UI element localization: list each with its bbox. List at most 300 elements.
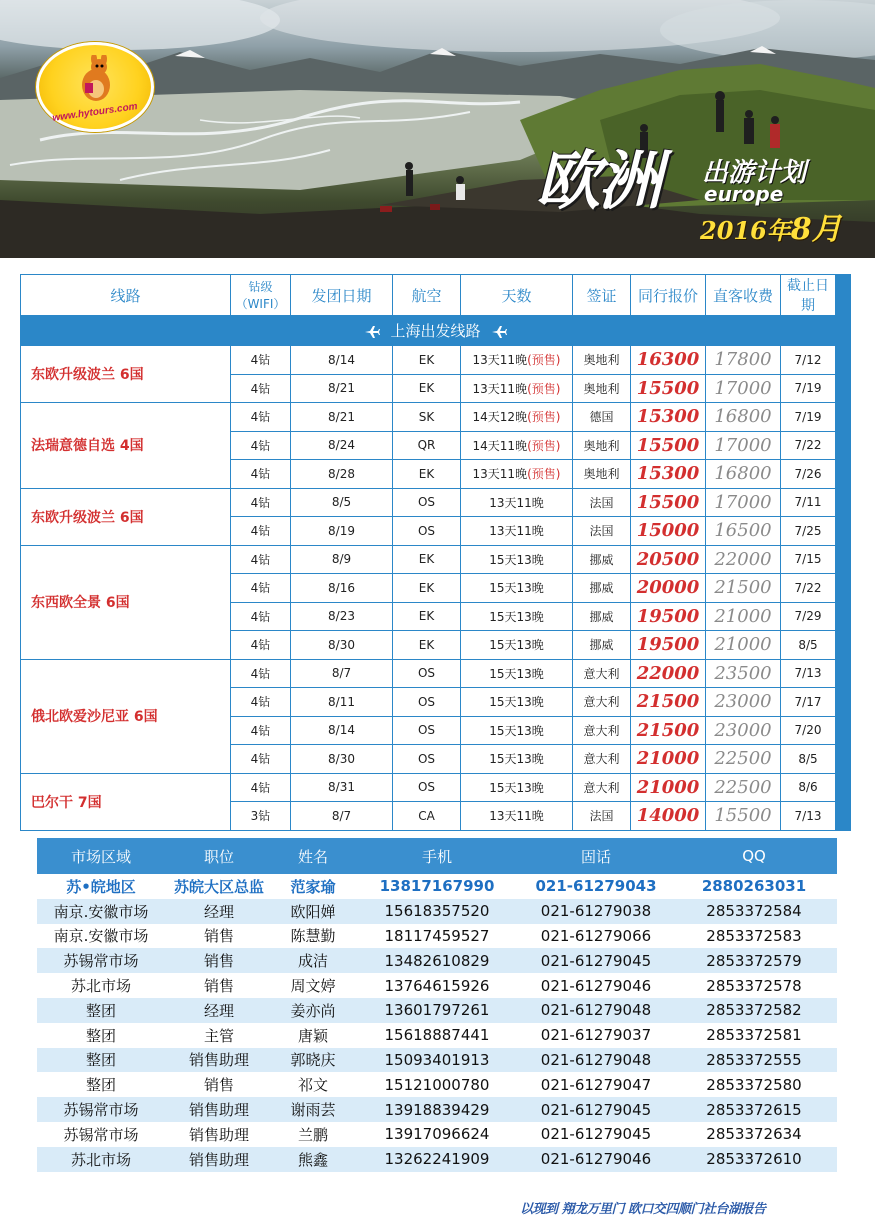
visa-cell: 奥地利 — [573, 346, 631, 375]
route-name[interactable]: 东欧升级波兰 6国 — [21, 488, 231, 545]
name-cell: 唐颖 — [273, 1023, 353, 1048]
retail-cell: 16800 — [706, 403, 781, 432]
retail-cell: 17000 — [706, 431, 781, 460]
deadline-cell: 7/11 — [781, 488, 836, 517]
days-value: 15天13晚 — [489, 609, 544, 624]
days-value: 15天13晚 — [489, 723, 544, 738]
days-value: 13天11晚 — [472, 381, 528, 396]
visa-cell: 德国 — [573, 403, 631, 432]
date-cell: 8/31 — [291, 773, 393, 802]
table-edge — [836, 802, 851, 831]
retail-cell: 22500 — [706, 745, 781, 774]
presale-tag: (预售) — [527, 467, 561, 482]
col-header-price: 同行报价 — [631, 275, 706, 316]
table-edge — [836, 346, 851, 375]
col-header-qq: QQ — [671, 838, 837, 874]
name-cell: 兰鹏 — [273, 1122, 353, 1147]
footer-text: 以现到 翔龙万里门 欧口交四顺门社台湖报告 — [520, 1202, 766, 1217]
visa-cell: 法国 — [573, 802, 631, 831]
price-cell: 19500 — [631, 602, 706, 631]
title-cell: 经理 — [165, 899, 273, 924]
phone-cell[interactable]: 021-61279066 — [521, 924, 671, 949]
phone-cell[interactable]: 021-61279045 — [521, 1122, 671, 1147]
date-cell: 8/21 — [291, 374, 393, 403]
region-cell: 南京.安徽市场 — [37, 899, 165, 924]
col-header-region: 市场区域 — [37, 838, 165, 874]
title-cell: 经理 — [165, 998, 273, 1023]
phone-cell[interactable]: 021-61279043 — [521, 874, 671, 899]
level-cell: 4钻 — [231, 517, 291, 546]
col-header-retail: 直客收费 — [706, 275, 781, 316]
contact-row — [37, 1122, 837, 1147]
retail-cell: 17800 — [706, 346, 781, 375]
days-cell — [461, 403, 573, 432]
visa-cell: 意大利 — [573, 659, 631, 688]
airline-cell: EK — [393, 602, 461, 631]
region-cell: 苏锡常市场 — [37, 1097, 165, 1122]
deadline-cell: 7/13 — [781, 659, 836, 688]
contact-row-lead — [37, 874, 837, 899]
route-row — [21, 403, 851, 432]
price-cell: 21500 — [631, 716, 706, 745]
days-value: 14天12晚 — [472, 410, 528, 425]
deadline-cell: 7/22 — [781, 431, 836, 460]
price-cell: 15500 — [631, 374, 706, 403]
name-cell: 陈慧勤 — [273, 924, 353, 949]
price-cell: 19500 — [631, 631, 706, 660]
retail-cell: 17000 — [706, 488, 781, 517]
plane-icon — [491, 325, 507, 339]
retail-cell: 16500 — [706, 517, 781, 546]
region-cell: 苏北市场 — [37, 1147, 165, 1172]
phone-cell[interactable]: 021-61279048 — [521, 998, 671, 1023]
contact-row — [37, 1023, 837, 1048]
days-cell — [461, 659, 573, 688]
days-value: 15天13晚 — [489, 780, 544, 795]
price-cell: 21500 — [631, 688, 706, 717]
table-edge — [836, 275, 851, 316]
deadline-cell: 7/19 — [781, 403, 836, 432]
date-cell: 8/16 — [291, 574, 393, 603]
route-name[interactable]: 东西欧全景 6国 — [21, 545, 231, 659]
deadline-cell: 8/5 — [781, 631, 836, 660]
days-value: 13天11晚 — [472, 353, 528, 368]
contact-row — [37, 899, 837, 924]
airline-cell: OS — [393, 688, 461, 717]
mobile-cell[interactable]: 15093401913 — [353, 1048, 521, 1073]
days-cell — [461, 631, 573, 660]
airline-cell: OS — [393, 659, 461, 688]
contact-row — [37, 1072, 837, 1097]
contact-row — [37, 973, 837, 998]
date-cell: 8/28 — [291, 460, 393, 489]
level-cell: 4钻 — [231, 346, 291, 375]
retail-cell: 21000 — [706, 631, 781, 660]
region-cell: 南京.安徽市场 — [37, 924, 165, 949]
mobile-cell[interactable]: 13764615926 — [353, 973, 521, 998]
deadline-cell: 8/6 — [781, 773, 836, 802]
price-cell: 15300 — [631, 460, 706, 489]
visa-cell: 挪威 — [573, 574, 631, 603]
logo-url: www.hytours.com — [51, 101, 139, 124]
mobile-cell[interactable]: 15618357520 — [353, 899, 521, 924]
route-row — [21, 773, 851, 802]
level-cell: 4钻 — [231, 716, 291, 745]
visa-cell: 奥地利 — [573, 374, 631, 403]
days-cell — [461, 545, 573, 574]
visa-cell: 意大利 — [573, 716, 631, 745]
airline-cell: CA — [393, 802, 461, 831]
visa-cell: 法国 — [573, 488, 631, 517]
retail-cell: 15500 — [706, 802, 781, 831]
airline-cell: OS — [393, 745, 461, 774]
price-cell: 21000 — [631, 773, 706, 802]
title-cell: 销售助理 — [165, 1048, 273, 1073]
visa-cell: 意大利 — [573, 773, 631, 802]
deadline-cell: 7/17 — [781, 688, 836, 717]
level-cell: 4钻 — [231, 745, 291, 774]
deadline-cell: 8/5 — [781, 745, 836, 774]
contact-row — [37, 1048, 837, 1073]
table-edge — [836, 574, 851, 603]
airline-cell: EK — [393, 460, 461, 489]
route-name[interactable]: 东欧升级波兰 6国 — [21, 346, 231, 403]
deadline-cell: 7/26 — [781, 460, 836, 489]
deadline-cell: 7/19 — [781, 374, 836, 403]
route-name[interactable]: 俄北欧爱沙尼亚 6国 — [21, 659, 231, 773]
retail-cell: 17000 — [706, 374, 781, 403]
title-cell: 苏皖大区总监 — [165, 874, 273, 899]
airline-cell: OS — [393, 517, 461, 546]
presale-tag: (预售) — [527, 438, 561, 453]
table-edge — [836, 688, 851, 717]
hero-title-en: europe — [704, 182, 784, 206]
presale-tag: (预售) — [527, 381, 561, 396]
company-logo[interactable] — [36, 42, 154, 132]
mobile-cell[interactable]: 15121000780 — [353, 1072, 521, 1097]
level-cell: 4钻 — [231, 631, 291, 660]
departure-band — [21, 316, 851, 346]
region-cell: 整团 — [37, 1048, 165, 1073]
airline-cell: EK — [393, 574, 461, 603]
days-value: 14天11晚 — [472, 438, 528, 453]
qq-cell[interactable]: 2853372583 — [671, 924, 837, 949]
contact-row — [37, 1147, 837, 1172]
visa-cell: 奥地利 — [573, 431, 631, 460]
airline-cell: QR — [393, 431, 461, 460]
level-cell: 4钻 — [231, 688, 291, 717]
phone-cell[interactable]: 021-61279037 — [521, 1023, 671, 1048]
visa-cell: 意大利 — [573, 745, 631, 774]
days-value: 15天13晚 — [489, 552, 544, 567]
hero-year: 2016年 — [700, 216, 791, 245]
mobile-cell[interactable]: 13918839429 — [353, 1097, 521, 1122]
col-header-days: 天数 — [461, 275, 573, 316]
price-cell: 15000 — [631, 517, 706, 546]
visa-cell: 挪威 — [573, 545, 631, 574]
phone-cell[interactable]: 021-61279045 — [521, 1097, 671, 1122]
level-cell: 4钻 — [231, 431, 291, 460]
airline-cell: OS — [393, 488, 461, 517]
days-cell — [461, 602, 573, 631]
price-cell: 20000 — [631, 574, 706, 603]
table-edge — [836, 374, 851, 403]
hero-banner — [0, 0, 875, 258]
airline-cell: EK — [393, 346, 461, 375]
name-cell: 欧阳婵 — [273, 899, 353, 924]
date-cell: 8/9 — [291, 545, 393, 574]
level-cell: 4钻 — [231, 773, 291, 802]
qq-cell[interactable]: 2853372584 — [671, 899, 837, 924]
table-edge — [836, 716, 851, 745]
band-row — [21, 316, 851, 346]
region-cell: 苏北市场 — [37, 973, 165, 998]
retail-cell: 21000 — [706, 602, 781, 631]
route-row — [21, 346, 851, 375]
visa-cell: 挪威 — [573, 631, 631, 660]
date-cell: 8/30 — [291, 745, 393, 774]
contact-header-row — [37, 838, 837, 874]
airline-cell: OS — [393, 716, 461, 745]
qq-cell[interactable]: 2853372634 — [671, 1122, 837, 1147]
qq-cell[interactable]: 2853372582 — [671, 998, 837, 1023]
region-cell: 苏锡常市场 — [37, 948, 165, 973]
presale-tag: (预售) — [527, 353, 561, 368]
route-name[interactable]: 巴尔干 7国 — [21, 773, 231, 830]
airline-cell: EK — [393, 374, 461, 403]
airline-cell: EK — [393, 631, 461, 660]
route-body — [21, 316, 851, 831]
days-cell — [461, 346, 573, 375]
col-header-title: 职位 — [165, 838, 273, 874]
date-cell: 8/30 — [291, 631, 393, 660]
retail-cell: 23000 — [706, 688, 781, 717]
table-edge — [836, 517, 851, 546]
airline-cell: SK — [393, 403, 461, 432]
col-header-name: 姓名 — [273, 838, 353, 874]
name-cell: 周文婷 — [273, 973, 353, 998]
price-cell: 15500 — [631, 488, 706, 517]
table-edge — [836, 460, 851, 489]
table-edge — [836, 745, 851, 774]
title-cell: 主管 — [165, 1023, 273, 1048]
deadline-cell: 7/20 — [781, 716, 836, 745]
name-cell: 郭晓庆 — [273, 1048, 353, 1073]
visa-cell: 奥地利 — [573, 460, 631, 489]
level-cell: 3钻 — [231, 802, 291, 831]
mobile-cell[interactable]: 13601797261 — [353, 998, 521, 1023]
retail-cell: 23500 — [706, 659, 781, 688]
price-cell: 20500 — [631, 545, 706, 574]
title-cell: 销售助理 — [165, 1097, 273, 1122]
date-cell: 8/11 — [291, 688, 393, 717]
phone-cell[interactable]: 021-61279038 — [521, 899, 671, 924]
route-header-row — [21, 275, 851, 316]
contact-row — [37, 1097, 837, 1122]
deadline-cell: 7/22 — [781, 574, 836, 603]
plane-icon — [364, 325, 380, 339]
level-cell: 4钻 — [231, 545, 291, 574]
mobile-cell[interactable]: 13817167990 — [353, 874, 521, 899]
phone-cell[interactable]: 021-61279046 — [521, 973, 671, 998]
qq-cell[interactable]: 2853372555 — [671, 1048, 837, 1073]
price-cell: 21000 — [631, 745, 706, 774]
name-cell: 谢雨芸 — [273, 1097, 353, 1122]
level-cell: 4钻 — [231, 602, 291, 631]
date-cell: 8/24 — [291, 431, 393, 460]
table-edge — [836, 602, 851, 631]
mobile-cell[interactable]: 13262241909 — [353, 1147, 521, 1172]
region-cell: 整团 — [37, 1072, 165, 1097]
col-header-route: 线路 — [21, 275, 231, 316]
visa-cell: 挪威 — [573, 602, 631, 631]
region-cell: 整团 — [37, 998, 165, 1023]
days-cell — [461, 460, 573, 489]
deadline-cell: 7/25 — [781, 517, 836, 546]
contact-row — [37, 924, 837, 949]
level-cell: 4钻 — [231, 460, 291, 489]
qq-cell[interactable]: 2880263031 — [671, 874, 837, 899]
retail-cell: 21500 — [706, 574, 781, 603]
date-cell: 8/21 — [291, 403, 393, 432]
mobile-cell[interactable]: 13917096624 — [353, 1122, 521, 1147]
phone-cell[interactable]: 021-61279048 — [521, 1048, 671, 1073]
retail-cell: 22000 — [706, 545, 781, 574]
contact-row — [37, 948, 837, 973]
title-cell: 销售 — [165, 973, 273, 998]
hero-title: 欧洲 — [536, 145, 660, 219]
qq-cell[interactable]: 2853372578 — [671, 973, 837, 998]
route-name[interactable]: 法瑞意德自选 4国 — [21, 403, 231, 489]
deadline-cell: 7/29 — [781, 602, 836, 631]
date-cell: 8/19 — [291, 517, 393, 546]
level-cell: 4钻 — [231, 403, 291, 432]
col-header-airline: 航空 — [393, 275, 461, 316]
price-cell: 15300 — [631, 403, 706, 432]
days-value: 13天11晚 — [489, 809, 544, 824]
col-header-level: 钻级（WIFI） — [231, 275, 291, 316]
level-cell: 4钻 — [231, 488, 291, 517]
deadline-cell: 7/15 — [781, 545, 836, 574]
days-value: 15天13晚 — [489, 581, 544, 596]
route-row — [21, 659, 851, 688]
region-cell: 苏锡常市场 — [37, 1122, 165, 1147]
title-cell: 销售助理 — [165, 1147, 273, 1172]
retail-cell: 16800 — [706, 460, 781, 489]
title-cell: 销售 — [165, 1072, 273, 1097]
route-row — [21, 545, 851, 574]
days-value: 15天13晚 — [489, 638, 544, 653]
date-cell: 8/14 — [291, 346, 393, 375]
deadline-cell: 7/12 — [781, 346, 836, 375]
visa-cell: 法国 — [573, 517, 631, 546]
mobile-cell[interactable]: 15618887441 — [353, 1023, 521, 1048]
qq-cell[interactable]: 2853372581 — [671, 1023, 837, 1048]
hero-month: 8月 — [790, 212, 842, 247]
days-cell — [461, 716, 573, 745]
retail-cell: 22500 — [706, 773, 781, 802]
days-cell — [461, 374, 573, 403]
col-header-date: 发团日期 — [291, 275, 393, 316]
airline-cell: OS — [393, 773, 461, 802]
name-cell: 姜亦尚 — [273, 998, 353, 1023]
price-cell: 14000 — [631, 802, 706, 831]
price-cell: 22000 — [631, 659, 706, 688]
contact-table — [37, 838, 837, 1172]
price-cell: 16300 — [631, 346, 706, 375]
band-label: 上海出发线路 — [390, 322, 481, 340]
airline-cell: EK — [393, 545, 461, 574]
qq-cell[interactable]: 2853372610 — [671, 1147, 837, 1172]
days-cell — [461, 574, 573, 603]
table-edge — [836, 659, 851, 688]
col-header-visa: 签证 — [573, 275, 631, 316]
route-row — [21, 488, 851, 517]
contact-row — [37, 998, 837, 1023]
days-value: 13天11晚 — [489, 524, 544, 539]
days-cell — [461, 488, 573, 517]
table-edge — [836, 773, 851, 802]
date-cell: 8/14 — [291, 716, 393, 745]
days-cell — [461, 745, 573, 774]
qq-cell[interactable]: 2853372579 — [671, 948, 837, 973]
days-value: 15天13晚 — [489, 695, 544, 710]
retail-cell: 23000 — [706, 716, 781, 745]
mobile-cell[interactable]: 13482610829 — [353, 948, 521, 973]
days-cell — [461, 802, 573, 831]
table-edge — [836, 403, 851, 432]
days-cell — [461, 688, 573, 717]
level-cell: 4钻 — [231, 659, 291, 688]
date-cell: 8/7 — [291, 659, 393, 688]
date-cell: 8/23 — [291, 602, 393, 631]
name-cell: 祁文 — [273, 1072, 353, 1097]
days-cell — [461, 431, 573, 460]
days-cell — [461, 517, 573, 546]
name-cell: 范家瑜 — [273, 874, 353, 899]
hero-subtitle: 出游计划 — [702, 158, 807, 188]
phone-cell[interactable]: 021-61279047 — [521, 1072, 671, 1097]
region-cell: 整团 — [37, 1023, 165, 1048]
days-cell — [461, 773, 573, 802]
phone-cell[interactable]: 021-61279046 — [521, 1147, 671, 1172]
days-value: 13天11晚 — [489, 495, 544, 510]
deadline-cell: 7/13 — [781, 802, 836, 831]
contact-body — [37, 874, 837, 1172]
qq-cell[interactable]: 2853372615 — [671, 1097, 837, 1122]
hero-date — [700, 204, 842, 248]
presale-tag: (预售) — [527, 410, 561, 425]
table-edge — [836, 488, 851, 517]
qq-cell[interactable]: 2853372580 — [671, 1072, 837, 1097]
title-cell: 销售助理 — [165, 1122, 273, 1147]
title-cell: 销售 — [165, 924, 273, 949]
days-value: 15天13晚 — [489, 752, 544, 767]
mobile-cell[interactable]: 18117459527 — [353, 924, 521, 949]
col-header-phone: 固话 — [521, 838, 671, 874]
days-value: 15天13晚 — [489, 666, 544, 681]
level-cell: 4钻 — [231, 574, 291, 603]
route-table — [20, 274, 851, 831]
level-cell: 4钻 — [231, 374, 291, 403]
phone-cell[interactable]: 021-61279045 — [521, 948, 671, 973]
date-cell: 8/5 — [291, 488, 393, 517]
col-header-deadline: 截止日期 — [781, 275, 836, 316]
region-cell: 苏•皖地区 — [37, 874, 165, 899]
visa-cell: 意大利 — [573, 688, 631, 717]
table-edge — [836, 631, 851, 660]
table-edge — [836, 431, 851, 460]
